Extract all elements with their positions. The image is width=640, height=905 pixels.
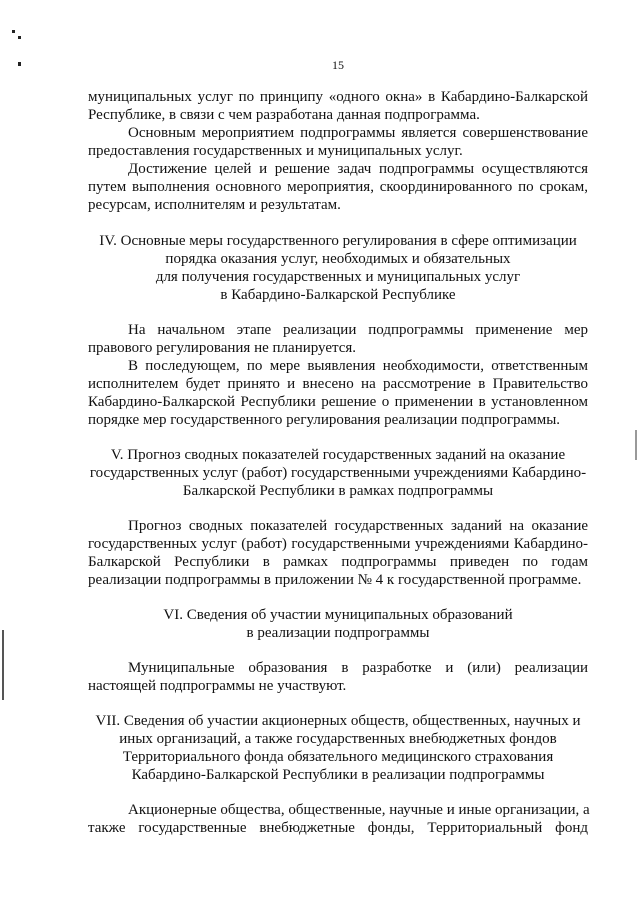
- scan-mark: [635, 430, 637, 460]
- section-heading: иных организаций, а также государственных внебюджетных фондов: [119, 731, 557, 747]
- text-line: путем выполнения основного мероприятия, скоординированного по срокам,: [88, 179, 588, 195]
- scan-mark: [18, 62, 21, 66]
- text-line: реализации подпрограммы в приложении № 4 к государственной программе.: [88, 572, 582, 588]
- text-line: Прогноз сводных показателей государственных заданий на оказание: [128, 518, 588, 534]
- text-line: На начальном этапе реализации подпрограммы применение мер: [128, 322, 588, 338]
- text-line: муниципальных услуг по принципу «одного окна» в Кабардино-Балкарской: [88, 89, 588, 105]
- text-line: Основным мероприятием подпрограммы является совершенствование: [128, 125, 588, 141]
- text-line: Республике, в связи с чем разработана данная подпрограмма.: [88, 107, 480, 123]
- text-line: Кабардино-Балкарской Республики решение о применении в установленном: [88, 394, 588, 410]
- section-heading: Балкарской Республики в рамках подпрограммы: [182, 483, 494, 499]
- text-line: правового регулирования не планируется.: [88, 340, 357, 356]
- text-line: В последующем, по мере выявления необходимости, ответственным: [128, 358, 588, 374]
- text-line: Балкарской Республики в рамках подпрограммы приведен по годам: [88, 554, 588, 570]
- section-heading: для получения государственных и муниципальных услуг: [155, 269, 521, 285]
- section-heading: VI. Сведения об участии муниципальных образований: [163, 607, 513, 623]
- section-heading: Кабардино-Балкарской Республики в реализации подпрограммы: [131, 767, 545, 783]
- text-line: государственных услуг (работ) государственными учреждениями Кабардино-: [88, 536, 588, 552]
- section-heading: порядка оказания услуг, необходимых и обязательных: [165, 251, 511, 267]
- scan-mark: [12, 30, 15, 33]
- section-heading: Территориального фонда обязательного медицинского страхования: [122, 749, 554, 765]
- text-line: ресурсам, исполнителям и результатам.: [88, 197, 341, 213]
- section-heading: в реализации подпрограммы: [246, 625, 430, 641]
- scan-mark: [18, 36, 21, 39]
- section-heading: государственных услуг (работ) государственными учреждениями Кабардино-: [89, 465, 587, 481]
- text-line: исполнителем будет принято и внесено на рассмотрение в Правительство: [88, 376, 588, 392]
- text-line: Муниципальные образования в разработке и (или) реализации: [128, 660, 588, 676]
- text-line: Достижение целей и решение задач подпрограммы осуществляются: [128, 161, 588, 177]
- section-heading: VII. Сведения об участии акционерных обществ, общественных, научных и: [95, 713, 581, 729]
- text-line: порядке мер государственного регулирования реализации подпрограммы.: [88, 412, 561, 428]
- section-heading: V. Прогноз сводных показателей государственных заданий на оказание: [110, 447, 566, 463]
- text-line: также государственные внебюджетные фонды, Территориальный фонд: [88, 820, 588, 836]
- scan-mark: [2, 630, 4, 700]
- section-heading: в Кабардино-Балкарской Республике: [220, 287, 456, 303]
- text-line: Акционерные общества, общественные, научные и иные организации, а: [128, 802, 590, 818]
- text-line: настоящей подпрограммы не участвуют.: [88, 678, 347, 694]
- text-line: предоставления государственных и муниципальных услуг.: [88, 143, 463, 159]
- section-heading: IV. Основные меры государственного регулирования в сфере оптимизации: [99, 233, 577, 249]
- page-number: 15: [332, 58, 344, 72]
